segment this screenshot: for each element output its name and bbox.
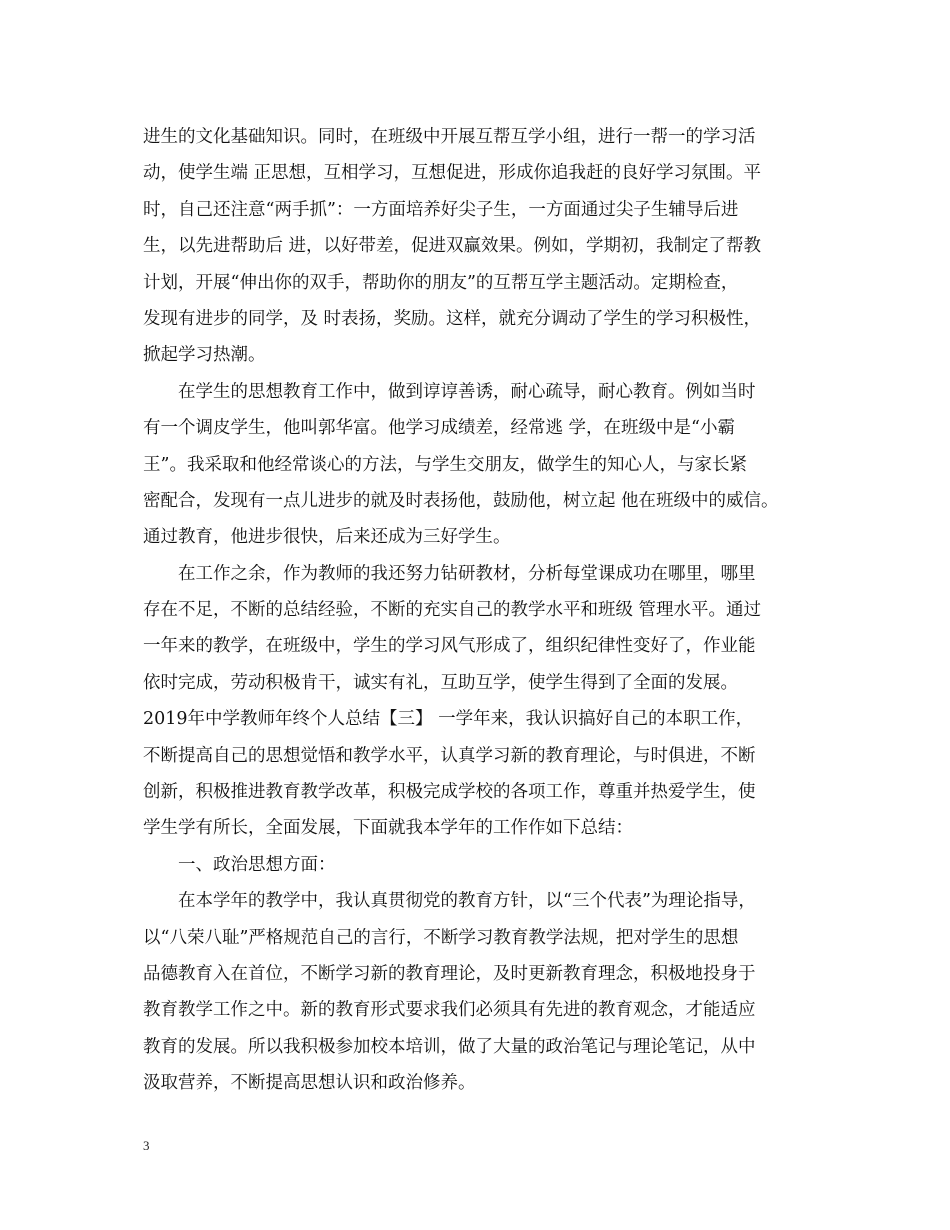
text-line: 在学生的思想教育工作中，做到谆谆善诱，耐心疏导，耐心教育。例如当时 <box>178 381 756 402</box>
text-line: 创新，积极推进教育教学改革，积极完成学校的各项工作，尊重并热爱学生，使 <box>143 782 756 803</box>
text-line: 汲取营养，不断提高思想认识和政治修养。 <box>143 1073 476 1094</box>
text-line: 发现有进步的同学，及 时表扬，奖励。这样，就充分调动了学生的学习积极性， <box>143 308 762 329</box>
text-line: 在本学年的教学中，我认真贯彻党的教育方针，以“三个代表”为理论指导， <box>178 891 756 912</box>
text-line: 时，自己还注意“两手抓”：一方面培养好尖子生，一方面通过尖子生辅导后进 <box>143 199 739 220</box>
text-line: 存在不足，不断的总结经验，不断的充实自己的教学水平和班级 管理水平。通过 <box>143 600 762 621</box>
text-line: 教育的发展。所以我积极参加校本培训，做了大量的政治笔记与理论笔记，从中 <box>143 1036 756 1057</box>
text-line: 生，以先进帮助后 进，以好带差，促进双赢效果。例如，学期初，我制定了帮教 <box>143 236 762 257</box>
text-line: 计划，开展“伸出你的双手，帮助你的朋友”的互帮互学主题活动。定期检查， <box>143 272 739 293</box>
text-line: 教育教学工作之中。新的教育形式要求我们必须具有先进的教育观念，才能适应 <box>143 1000 756 1021</box>
text-line: 学生学有所长，全面发展，下面就我本学年的工作作如下总结： <box>143 818 633 839</box>
text-line: 品德教育入在首位，不断学习新的教育理论，及时更新教育理念，积极地投身于 <box>143 963 756 984</box>
text-line: 进生的文化基础知识。同时，在班级中开展互帮互学小组，进行一帮一的学习活 <box>143 127 756 147</box>
text-line: 一年来的教学，在班级中，学生的学习风气形成了，组织纪律性变好了，作业能 <box>143 636 756 657</box>
text-line: 在工作之余，作为教师的我还努力钻研教材，分析每堂课成功在哪里，哪里 <box>178 563 756 584</box>
text-line: 以“八荣八耻”严格规范自己的言行，不断学习教育教学法规，把对学生的思想 <box>143 927 739 948</box>
page-number: 3 <box>143 1138 150 1153</box>
text-line: 通过教育，他进步很快，后来还成为三好学生。 <box>143 527 511 548</box>
text-line: 有一个调皮学生，他叫郭华富。他学习成绩差，经常逃 学，在班级中是“小霸 <box>143 418 736 439</box>
text-line: 2019年中学教师年终个人总结【三】 一学年来，我认识搞好自己的本职工作， <box>143 709 754 730</box>
text-line: 依时完成，劳动积极肯干，诚实有礼，互助互学，使学生得到了全面的发展。 <box>143 672 738 693</box>
text-line: 掀起学习热潮。 <box>143 345 266 366</box>
text-line: 一、政治思想方面： <box>178 854 336 875</box>
text-line: 不断提高自己的思想觉悟和教学水平，认真学习新的教育理论，与时俱进，不断 <box>143 745 756 766</box>
text-line: 王”。我采取和他经常谈心的方法，与学生交朋友，做学生的知心人，与家长紧 <box>143 454 747 475</box>
text-line: 动，使学生端 正思想，互相学习，互想促进，形成你追我赶的良好学习氛围。平 <box>143 163 762 184</box>
body-text <box>143 119 823 1102</box>
text-line: 密配合，发现有一点儿进步的就及时表扬他，鼓励他，树立起 他在班级中的威信。 <box>143 490 779 511</box>
